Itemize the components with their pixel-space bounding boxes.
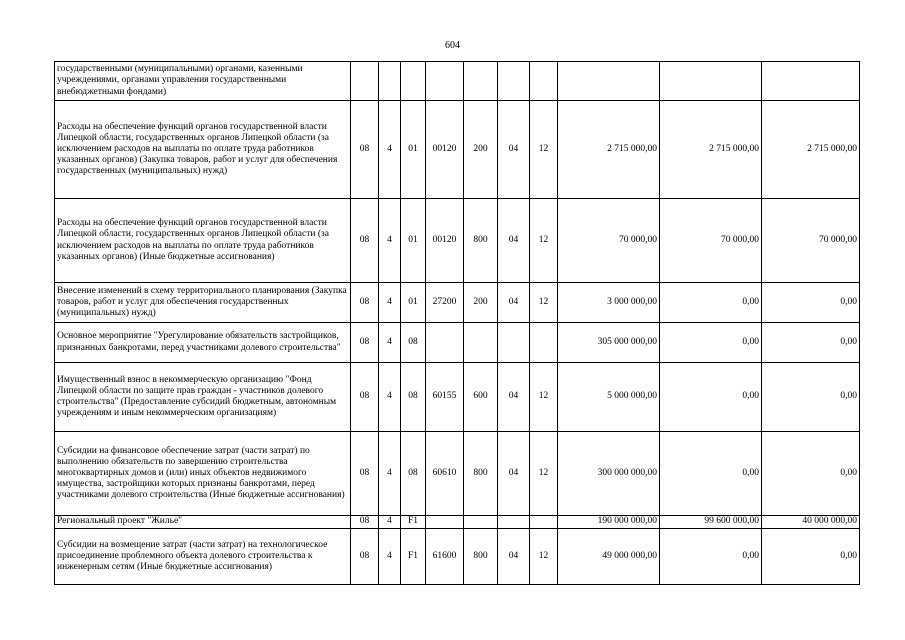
subsection-code: 04 (498, 199, 530, 283)
direction-code (426, 516, 464, 529)
table-row (55, 101, 860, 199)
table-row (55, 516, 860, 529)
subsection-code: 04 (498, 101, 530, 199)
amount-year-3: 0,00 (762, 283, 860, 323)
amount-year-1: 300 000 000,00 (558, 432, 660, 516)
expense-type-code: 800 (464, 529, 498, 585)
amount-year-2: 0,00 (660, 432, 762, 516)
program-code: 4 (379, 323, 401, 363)
expense-type-code: 800 (464, 199, 498, 283)
subsection-part-code: 12 (530, 363, 558, 432)
row-name: Основное мероприятие "Урегулирование обязательств застройщиков, признанных банкротами, перед участниками долевого строительства" (55, 323, 351, 363)
section-code: 08 (351, 363, 379, 432)
table-row (55, 62, 860, 101)
section-code: 08 (351, 529, 379, 585)
section-code: 08 (351, 516, 379, 529)
section-code: 08 (351, 283, 379, 323)
expense-type-code: 600 (464, 363, 498, 432)
subsection-code (498, 516, 530, 529)
program-code: 4 (379, 199, 401, 283)
subsection-part-code (530, 62, 558, 101)
subprogram-code: F1 (401, 529, 426, 585)
program-code: 4 (379, 516, 401, 529)
section-code: 08 (351, 432, 379, 516)
amount-year-3: 2 715 000,00 (762, 101, 860, 199)
expense-type-code: 800 (464, 432, 498, 516)
direction-code: 61600 (426, 529, 464, 585)
amount-year-3: 40 000 000,00 (762, 516, 860, 529)
program-code: 4 (379, 529, 401, 585)
row-name: Субсидии на финансовое обеспечение затрат (части затрат) по выполнению обязательств по завершению строительства многоквартирных домов и (или) иных объектов недвижимого имущества, застройщики которых признаны банкротами, перед участниками долевого строительства (Иные бюджетные ассигнования) (55, 432, 351, 516)
amount-year-1 (558, 62, 660, 101)
subsection-code (498, 62, 530, 101)
expense-type-code (464, 516, 498, 529)
amount-year-2: 0,00 (660, 283, 762, 323)
expense-type-code (464, 62, 498, 101)
row-name: Расходы на обеспечение функций органов государственной власти Липецкой области, государственных органов Липецкой области (за исключением расходов на выплаты по оплате труда работников указанных органов) (Иные бюджетные ассигнования) (55, 199, 351, 283)
subprogram-code: F1 (401, 516, 426, 529)
amount-year-2: 0,00 (660, 529, 762, 585)
section-code: 08 (351, 101, 379, 199)
subsection-code: 04 (498, 283, 530, 323)
amount-year-1: 190 000 000,00 (558, 516, 660, 529)
subsection-part-code: 12 (530, 432, 558, 516)
amount-year-1: 70 000,00 (558, 199, 660, 283)
direction-code: 60155 (426, 363, 464, 432)
program-code: 4 (379, 363, 401, 432)
expense-type-code: 200 (464, 101, 498, 199)
amount-year-2: 2 715 000,00 (660, 101, 762, 199)
row-name: Региональный проект "Жилье" (55, 516, 351, 529)
amount-year-2: 0,00 (660, 363, 762, 432)
subsection-code (498, 323, 530, 363)
subprogram-code: 01 (401, 199, 426, 283)
subprogram-code: 08 (401, 432, 426, 516)
direction-code: 00120 (426, 101, 464, 199)
subprogram-code (401, 62, 426, 101)
table-row (55, 363, 860, 432)
subprogram-code: 01 (401, 283, 426, 323)
program-code (379, 62, 401, 101)
expense-type-code (464, 323, 498, 363)
table-row (55, 283, 860, 323)
subsection-part-code (530, 323, 558, 363)
subsection-part-code: 12 (530, 529, 558, 585)
amount-year-3: 0,00 (762, 529, 860, 585)
direction-code (426, 323, 464, 363)
table-row (55, 199, 860, 283)
row-name: Расходы на обеспечение функций органов государственной власти Липецкой области, государственных органов Липецкой области (за исключением расходов на выплаты по оплате труда работников указанных органов) (Закупка товаров, работ и услуг для обеспечения государственных (муниципальных) нужд) (55, 101, 351, 199)
amount-year-2: 99 600 000,00 (660, 516, 762, 529)
amount-year-3: 0,00 (762, 323, 860, 363)
section-code: 08 (351, 323, 379, 363)
amount-year-1: 5 000 000,00 (558, 363, 660, 432)
page-number: 604 (445, 40, 460, 51)
amount-year-2: 0,00 (660, 323, 762, 363)
direction-code: 00120 (426, 199, 464, 283)
amount-year-1: 2 715 000,00 (558, 101, 660, 199)
subsection-code: 04 (498, 529, 530, 585)
amount-year-1: 49 000 000,00 (558, 529, 660, 585)
amount-year-3 (762, 62, 860, 101)
amount-year-3: 0,00 (762, 363, 860, 432)
row-name: государственными (муниципальными) органами, казенными учреждениями, органами управления государственными внебюджетными фондами) (55, 62, 351, 101)
amount-year-2: 70 000,00 (660, 199, 762, 283)
table-row (55, 323, 860, 363)
subprogram-code: 08 (401, 323, 426, 363)
amount-year-3: 70 000,00 (762, 199, 860, 283)
table-row (55, 432, 860, 516)
program-code: 4 (379, 432, 401, 516)
direction-code: 27200 (426, 283, 464, 323)
expense-type-code: 200 (464, 283, 498, 323)
subsection-code: 04 (498, 432, 530, 516)
amount-year-3: 0,00 (762, 432, 860, 516)
direction-code (426, 62, 464, 101)
direction-code: 60610 (426, 432, 464, 516)
subsection-code: 04 (498, 363, 530, 432)
amount-year-1: 3 000 000,00 (558, 283, 660, 323)
subsection-part-code: 12 (530, 101, 558, 199)
table-row (55, 529, 860, 585)
row-name: Имущественный взнос в некоммерческую организацию "Фонд Липецкой области по защите прав граждан - участников долевого строительства" (Предоставление субсидий бюджетным, автономным учреждениям и иным некоммерческим организациям) (55, 363, 351, 432)
amount-year-1: 305 000 000,00 (558, 323, 660, 363)
program-code: 4 (379, 283, 401, 323)
subsection-part-code: 12 (530, 283, 558, 323)
amount-year-2 (660, 62, 762, 101)
subprogram-code: 08 (401, 363, 426, 432)
row-name: Внесение изменений в схему территориального планирования (Закупка товаров, работ и услуг для обеспечения государственных (муниципальных) нужд) (55, 283, 351, 323)
program-code: 4 (379, 101, 401, 199)
subsection-part-code: 12 (530, 199, 558, 283)
subprogram-code: 01 (401, 101, 426, 199)
row-name: Субсидии на возмещение затрат (части затрат) на технологическое присоединение проблемного объекта долевого строительства к инженерным сетям (Иные бюджетные ассигнования) (55, 529, 351, 585)
section-code: 08 (351, 199, 379, 283)
budget-table (54, 61, 860, 585)
section-code (351, 62, 379, 101)
subsection-part-code (530, 516, 558, 529)
